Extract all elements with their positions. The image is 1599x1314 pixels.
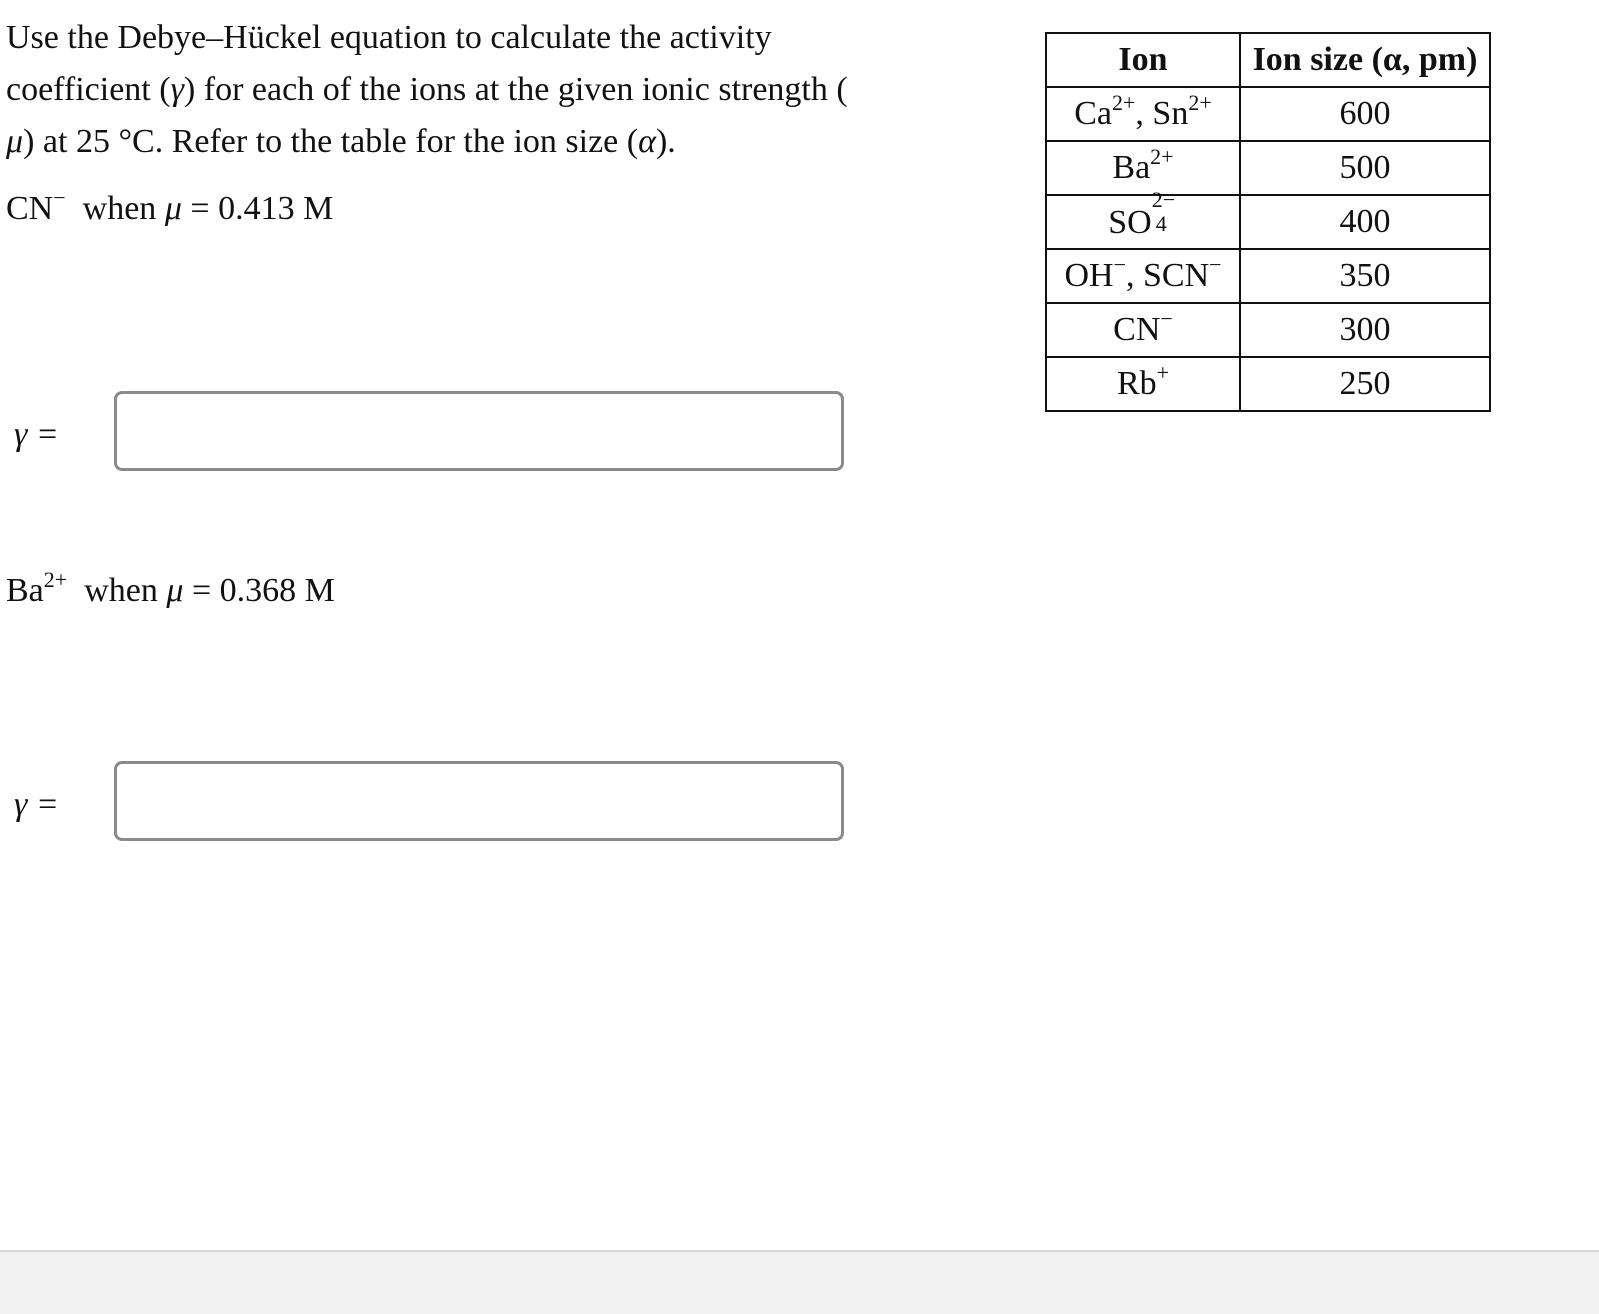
ion-charge-subscript <box>1151 186 1178 236</box>
table-row <box>1046 357 1490 411</box>
question-line-1 <box>6 12 906 64</box>
ion-name: Rb <box>1116 365 1157 402</box>
ion-name: CN <box>1113 311 1161 348</box>
question-line-3b: ) at 25 °C. Refer to the table for the ion size ( <box>23 123 639 160</box>
part-1-gamma-text: γ = <box>14 416 59 453</box>
ion-cell <box>1046 357 1240 411</box>
footer-bar <box>0 1250 1599 1314</box>
question-line-2a: coefficient ( <box>6 71 171 108</box>
part-1-equals: = 0.413 M <box>190 190 334 227</box>
ion-charge: − <box>1160 306 1173 331</box>
ion-name: SCN <box>1142 257 1210 294</box>
ion-charge: − <box>1113 252 1126 277</box>
gamma-symbol: γ <box>170 71 184 108</box>
ion-charge: 2+ <box>1188 90 1212 115</box>
part-2-mu: μ <box>166 572 184 609</box>
ion-size-cell: 500 <box>1240 141 1490 195</box>
part-1-ion: CN <box>6 190 54 227</box>
part-1-when: when <box>82 190 157 227</box>
mu-symbol: μ <box>6 123 24 160</box>
part-1-gamma-label <box>14 416 59 454</box>
table-row <box>1046 141 1490 195</box>
alpha-symbol: α <box>638 123 656 160</box>
ion-size-cell: 250 <box>1240 357 1490 411</box>
ion-name: OH <box>1064 257 1114 294</box>
table-row <box>1046 87 1490 141</box>
ion-size-cell: 350 <box>1240 249 1490 303</box>
question-line-1-text: Use the Debye–Hückel equation to calculate the activity <box>6 19 772 56</box>
header-ion-size: Ion size (α, pm) <box>1240 33 1490 87</box>
ion-charge: 2+ <box>1150 144 1174 169</box>
table-row <box>1046 303 1490 357</box>
ion-charge: − <box>1209 252 1222 277</box>
part-2-charge: 2+ <box>43 567 68 592</box>
table-row <box>1046 249 1490 303</box>
part-1-mu: μ <box>164 190 182 227</box>
table-header-row <box>1046 33 1490 87</box>
part-2-gamma-label <box>14 786 59 824</box>
ion-cell <box>1046 87 1240 141</box>
part-1-charge: − <box>53 185 66 210</box>
ion-cell <box>1046 249 1240 303</box>
part-2-answer-input[interactable] <box>114 761 844 841</box>
ion-cell <box>1046 186 1240 249</box>
ion-cell <box>1046 303 1240 357</box>
part-2-ion: Ba <box>6 572 44 609</box>
ion-size-cell: 600 <box>1240 87 1490 141</box>
table-row <box>1046 195 1490 249</box>
ion-charge: + <box>1156 360 1170 385</box>
ion-size-cell: 300 <box>1240 303 1490 357</box>
ion-subscript: 4 <box>1155 210 1167 236</box>
question-line-3c: ). <box>655 123 676 160</box>
ion-name: Ba <box>1112 149 1151 186</box>
part-2-gamma-text: γ = <box>14 786 59 823</box>
ion-name: SO <box>1108 203 1152 241</box>
header-ion: Ion <box>1046 33 1240 87</box>
ion-name: Sn <box>1152 95 1189 132</box>
ion-cell <box>1046 141 1240 195</box>
ion-size-cell: 400 <box>1240 195 1490 249</box>
part-1-answer-input[interactable] <box>114 391 844 471</box>
question-line-2b: ) for each of the ions at the given ionic strength ( <box>183 71 848 108</box>
part-1-prompt <box>6 185 334 228</box>
ion-size-table <box>1045 32 1491 412</box>
question-text <box>6 12 906 168</box>
ion-charge: 2− <box>1151 186 1176 212</box>
part-2-when: when <box>84 572 158 609</box>
part-2-prompt <box>6 567 335 610</box>
ion-charge: 2+ <box>1112 90 1136 115</box>
question-line-3 <box>6 116 906 168</box>
ion-name: Ca <box>1074 95 1112 132</box>
ion-separator: , <box>1125 257 1143 294</box>
part-2-equals: = 0.368 M <box>191 572 335 609</box>
ion-separator: , <box>1135 95 1153 132</box>
question-line-2 <box>6 64 906 116</box>
